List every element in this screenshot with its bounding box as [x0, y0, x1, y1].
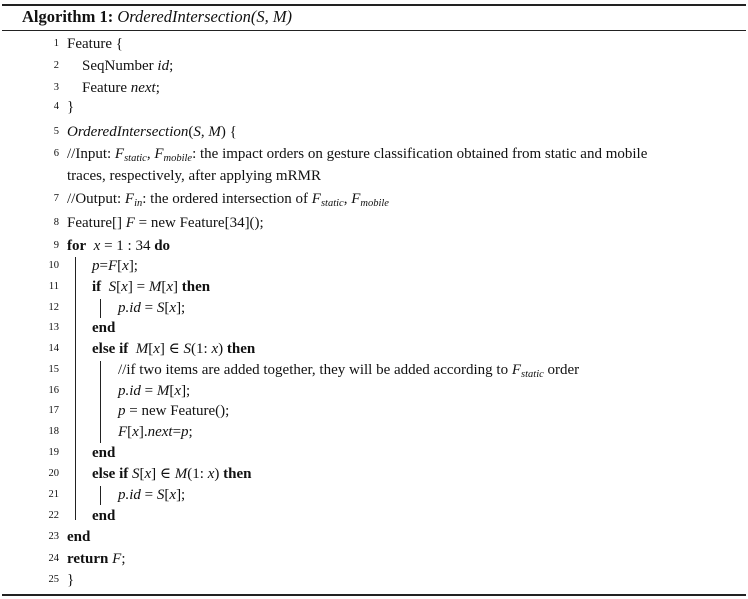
code-token: [ [169, 383, 175, 399]
line-number: 23 [48, 531, 59, 542]
code-line [67, 98, 74, 116]
caption-rule [2, 30, 746, 31]
code-token: x [169, 300, 177, 316]
code-token: ; [169, 58, 174, 74]
code-token: F [112, 551, 122, 567]
code-line [67, 145, 647, 168]
code-token: end [92, 320, 116, 336]
line-number: 2 [53, 60, 59, 71]
code-line [67, 167, 321, 185]
code-token: } [67, 572, 75, 588]
code-line [118, 486, 185, 504]
code-token: static [320, 198, 344, 209]
line-number: 6 [53, 148, 59, 159]
code-token: (1: [191, 341, 212, 357]
line-number: 22 [48, 510, 59, 521]
code-token: M [174, 466, 188, 482]
line-number: 16 [48, 385, 59, 396]
code-token: = [172, 424, 182, 440]
code-token: end [92, 445, 116, 461]
code-token: //if two items are added together, they will be added according to [118, 362, 512, 378]
code-token: static [124, 153, 147, 164]
code-token: = new Feature(); [125, 403, 230, 419]
code-token: S [156, 300, 165, 316]
code-line [67, 35, 123, 53]
code-token: [ [117, 258, 123, 274]
code-token: ]; [176, 300, 186, 316]
line-number: 20 [48, 468, 59, 479]
line-number: 19 [48, 447, 59, 458]
code-token: ]; [181, 383, 191, 399]
code-token: //Input: [67, 146, 115, 162]
code-token: S [131, 466, 140, 482]
algorithm-label: Algorithm 1: [22, 7, 114, 26]
code-token: ) [218, 341, 227, 357]
code-token: ] [172, 279, 182, 295]
code-token: = [140, 383, 157, 399]
code-line [67, 528, 90, 546]
code-token: ]. [138, 424, 148, 440]
line-number: 21 [48, 489, 59, 500]
code-line [92, 444, 115, 462]
line-number: 18 [48, 426, 59, 437]
code-line [67, 237, 170, 255]
line-number: 5 [53, 126, 59, 137]
code-token: then [181, 279, 211, 295]
code-token: next [130, 80, 156, 96]
code-token: [ [127, 424, 133, 440]
code-token: Feature [82, 80, 131, 96]
code-token [128, 341, 136, 357]
line-number: 4 [53, 101, 59, 112]
code-line [67, 190, 389, 213]
line-number: 14 [48, 343, 59, 354]
code-token: x [166, 279, 173, 295]
code-token: = new Feature[34](); [134, 215, 264, 231]
code-token: for [67, 238, 87, 254]
code-token: static [521, 369, 544, 380]
code-token: x [174, 383, 182, 399]
code-token: ]; [176, 487, 186, 503]
block-scope-line [100, 299, 101, 318]
line-number: 1 [53, 38, 59, 49]
code-token: [ [164, 487, 170, 503]
code-token: ] = [127, 279, 149, 295]
code-token: [ [161, 279, 167, 295]
code-token: then [226, 341, 256, 357]
code-token: [ [139, 466, 145, 482]
code-token: (1: [187, 466, 208, 482]
code-line [118, 402, 229, 420]
code-line [67, 571, 74, 589]
bottom-rule [2, 594, 746, 596]
code-token: p.id [118, 383, 141, 399]
code-token: p [92, 258, 100, 274]
code-token: F [107, 258, 118, 274]
code-line [67, 123, 237, 141]
code-token: ]; [128, 258, 138, 274]
code-token: x [144, 466, 152, 482]
code-token: [ [148, 341, 154, 357]
code-token: x [211, 341, 219, 357]
code-line [118, 299, 185, 317]
line-number: 8 [53, 217, 59, 228]
code-token: ) { [220, 124, 237, 140]
code-token: p [118, 403, 126, 419]
code-line [92, 340, 255, 358]
line-number: 9 [53, 240, 59, 251]
code-token: else if [92, 466, 129, 482]
code-token: return [67, 551, 109, 567]
block-scope-line [75, 257, 76, 520]
code-token [86, 238, 94, 254]
code-token: [ [164, 300, 170, 316]
code-token: in [134, 198, 143, 209]
code-line [118, 382, 190, 400]
code-line [92, 319, 115, 337]
code-token: x [122, 258, 129, 274]
line-number: 15 [48, 364, 59, 375]
code-token: p.id [118, 300, 141, 316]
code-token: S [108, 279, 117, 295]
code-token: M [135, 341, 149, 357]
code-token: SeqNumber [82, 58, 158, 74]
code-token: = [99, 258, 108, 274]
code-token: ; [121, 551, 126, 567]
code-token: } [67, 99, 75, 115]
code-token: F [125, 215, 135, 231]
line-number: 7 [53, 193, 59, 204]
code-token: p [181, 424, 189, 440]
code-token: M [208, 124, 221, 140]
code-token: OrderedIntersection [67, 124, 189, 140]
code-line [92, 278, 210, 296]
code-token: else if [92, 341, 129, 357]
code-token: S [193, 124, 201, 140]
block-scope-line [100, 361, 101, 443]
code-line [118, 423, 193, 441]
code-token: end [67, 529, 91, 545]
code-token: : the impact orders on gesture classification obtained from static and mobile [192, 146, 648, 162]
code-token: M [148, 279, 162, 295]
code-token: x [132, 424, 139, 440]
code-line [118, 361, 579, 384]
code-token: = [140, 300, 157, 316]
block-scope-line [100, 486, 101, 505]
code-token: do [154, 238, 171, 254]
line-number: 3 [53, 82, 59, 93]
code-token: ) [214, 466, 224, 482]
algorithm-caption [22, 7, 292, 27]
code-token: if [92, 279, 102, 295]
code-token: mobile [360, 198, 389, 209]
code-token: ; [155, 80, 160, 96]
code-token: x [207, 466, 215, 482]
code-token: next [147, 424, 173, 440]
code-token: F [124, 191, 135, 207]
code-token: , [200, 124, 209, 140]
code-line [92, 257, 138, 275]
code-token: Feature { [67, 36, 123, 52]
code-token: = 1 : 34 [100, 238, 155, 254]
code-token: ( [188, 124, 194, 140]
code-token: x [153, 341, 160, 357]
code-token: ] ∈ [159, 341, 184, 357]
code-token: ; [188, 424, 193, 440]
code-token: [ [116, 279, 122, 295]
code-token: : the ordered intersection of [142, 191, 312, 207]
code-token: , [343, 191, 352, 207]
code-token: F [118, 424, 128, 440]
code-token: order [543, 362, 580, 378]
code-token: F [311, 191, 321, 207]
code-token: M [156, 383, 170, 399]
code-token: traces, respectively, after applying mRMR [67, 168, 321, 184]
code-token: S [156, 487, 165, 503]
code-token: x [169, 487, 177, 503]
code-line [67, 550, 125, 568]
algorithm-name: OrderedIntersection(S, M) [117, 7, 293, 26]
line-number: 13 [48, 322, 59, 333]
code-token: F [114, 146, 125, 162]
code-token: mobile [163, 153, 193, 164]
code-token: , [146, 146, 155, 162]
code-line [67, 214, 264, 232]
code-token: = [140, 487, 157, 503]
code-line [92, 507, 115, 525]
code-token [101, 279, 109, 295]
line-number: 25 [48, 574, 59, 585]
code-token: then [223, 466, 252, 482]
code-token: x [121, 279, 128, 295]
code-token: F [154, 146, 164, 162]
code-token: S [183, 341, 192, 357]
code-token: x [93, 238, 101, 254]
line-number: 12 [48, 302, 59, 313]
code-token: end [92, 508, 116, 524]
code-token: ] ∈ [151, 466, 175, 482]
line-number: 10 [48, 260, 59, 271]
code-token: F [351, 191, 361, 207]
code-token: F [511, 362, 522, 378]
code-token: //Output: [67, 191, 125, 207]
code-token: p.id [118, 487, 141, 503]
code-line [92, 465, 251, 483]
code-line [82, 57, 173, 75]
line-number: 11 [48, 281, 59, 292]
top-rule [2, 4, 746, 6]
code-token: id [157, 58, 170, 74]
line-number: 17 [48, 405, 59, 416]
line-number: 24 [48, 553, 59, 564]
code-line [82, 79, 160, 97]
code-token: Feature[] [67, 215, 126, 231]
